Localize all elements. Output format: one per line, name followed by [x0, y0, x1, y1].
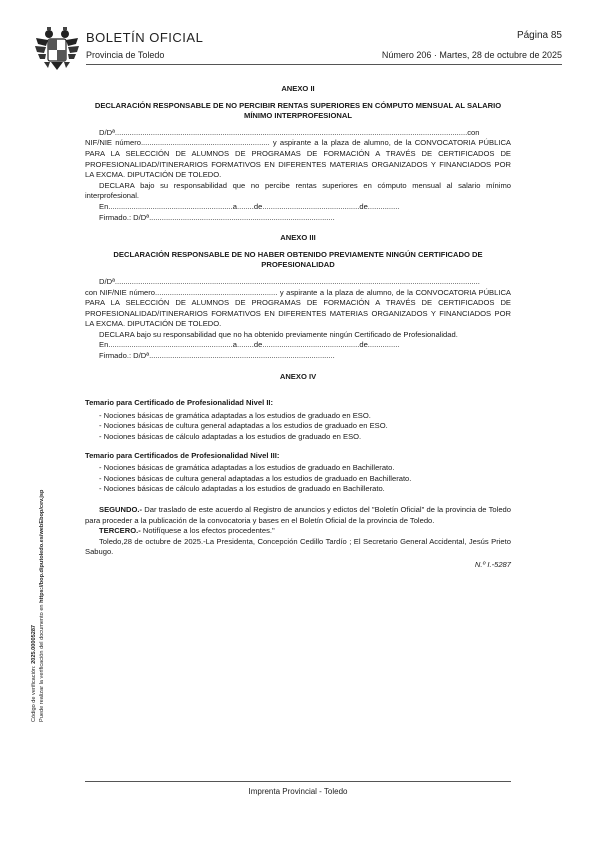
list-item: - Nociones básicas de gramática adaptadas a los estudios de graduado en ESO. — [99, 410, 371, 420]
page-number: Página 85 — [516, 30, 562, 41]
document-body — [85, 84, 511, 571]
bulletin-title: BOLETÍN OFICIAL — [86, 30, 204, 45]
annex-2-place-date: En...........................................................a........de..............................................de............... — [99, 201, 400, 211]
annex-2-body: NIF/NIE número............................................................. y aspirante a la plaza de alumno, de la CONVOCATORIA PÚBLICA PARA LA SELECCIÓN DE ALUMNOS DE PROGRAMAS DE FORMACIÓN A TRAVÉS DE CERTIFICADOS DE PROFESIONALIDAD/ITINERARIOS FORMATIVOS EN DIFERENTES MATERIAS ORGANIZADOS Y FINANCIADOS POR LA EXCMA. DIPUTACIÓN DE TOLEDO. — [85, 138, 511, 180]
annex-3-name-line: D/Dª............................................................................................................................................................................. — [99, 276, 480, 286]
list-item: - Nociones básicas de gramática adaptadas a los estudios de graduado en Bachillerato. — [99, 463, 395, 473]
list-item: - Nociones básicas de cálculo adaptadas a los estudios de graduado en Bachillerato. — [99, 484, 385, 494]
annex-2-signed: Firmado.: D/Dª........................................................................................ — [99, 212, 335, 222]
annex-3-place-date: En...........................................................a........de..............................................de............... — [99, 340, 400, 350]
level-2-syllabus-title: Temario para Certificado de Profesionalidad Nivel II: — [85, 398, 274, 408]
issue-info: Número 206 · Martes, 28 de octubre de 2025 — [381, 50, 562, 60]
annex-2-label: ANEXO II — [281, 84, 315, 93]
annex-3-label: ANEXO III — [280, 233, 316, 243]
coat-of-arms-icon — [34, 26, 80, 72]
segundo-text: Dar traslado de este acuerdo al Registro de anuncios y edictos del "Boletín Oficial" de la provincia de Toledo para proceder a la publicación de la convocatoria y bases en el Boletín Oficial de la provincia de Toledo. — [85, 505, 511, 525]
verification-url-label: Puede realizar la verificación del documento en — [39, 602, 45, 722]
annex-2-title: DECLARACIÓN RESPONSABLE DE NO PERCIBIR RENTAS SUPERIORES EN CÓMPUTO MENSUAL AL SALARIO MÍNIMO INTERPROFESIONAL — [94, 100, 502, 121]
verification-code-label: Código de verificación: — [31, 663, 37, 722]
list-item: - Nociones básicas de cultura general adaptadas a los estudios de graduado en Bachillerato. — [99, 473, 412, 483]
footer-divider — [85, 781, 511, 782]
footer-text: Imprenta Provincial - Toledo — [248, 787, 348, 796]
announcement-reference: N.º I.-5287 — [474, 559, 511, 569]
tercero-label: TERCERO.- — [99, 526, 141, 536]
signature-paragraph: Toledo,28 de octubre de 2025.-La Presidenta, Concepción Cedillo Tardío ; El Secretario General Accidental, Jesús Prieto Sabugo. — [85, 536, 511, 557]
header-divider — [86, 64, 562, 65]
annex-4-label: ANEXO IV — [279, 371, 317, 381]
list-item: - Nociones básicas de cálculo adaptadas a los estudios de graduado en ESO. — [99, 432, 362, 442]
level-3-syllabus-title: Temario para Certificados de Profesionalidad Nivel III: — [85, 450, 280, 460]
verification-url-link[interactable]: https://bop.diputoledo.es/webEbop/cev.jsp — [39, 489, 45, 603]
verification-url-line — [38, 490, 46, 722]
annex-3-signed: Firmado.: D/Dª........................................................................................ — [99, 351, 335, 361]
annex-3-declaration: DECLARA bajo su responsabilidad que no ha obtenido previamente ningún Certificado de Profesionalidad. — [99, 329, 458, 339]
annex-2-name-line: D/Dª.......................................................................................................................................................................con — [99, 127, 480, 137]
province-name: Provincia de Toledo — [86, 50, 165, 60]
tercero-text: Notifíquese a los efectos procedentes." — [140, 526, 275, 536]
verification-code-line — [30, 490, 38, 722]
verification-code: 2025.00005287 — [31, 624, 37, 664]
list-item: - Nociones básicas de cultura general adaptadas a los estudios de graduado en ESO. — [99, 421, 388, 431]
segundo-paragraph — [85, 505, 511, 526]
tercero-paragraph — [85, 526, 511, 537]
annex-2-declaration: DECLARA bajo su responsabilidad que no percibe rentas superiores en cómputo mensual al salario mínimo interprofesional. — [85, 180, 511, 201]
annex-3-body: con NIF/NIE número.......................................................... y aspirante a la plaza de alumno, de la CONVOCATORIA PÚBLICA PARA LA SELECCIÓN DE ALUMNOS DE PROGRAMAS DE FORMACIÓN A TRAVÉS DE CERTIFICADOS DE PROFESIONALIDAD/ITINERARIOS FORMATIVOS EN DIFERENTES MATERIAS ORGANIZADOS Y FINANCIADOS POR LA EXCMA. DIPUTACIÓN DE TOLEDO. — [85, 287, 511, 329]
page-header — [34, 26, 562, 74]
segundo-label: SEGUNDO.- — [99, 505, 143, 514]
annex-3-title: DECLARACIÓN RESPONSABLE DE NO HABER OBTENIDO PREVIAMENTE NINGÚN CERTIFICADO DE PROFESIONALIDAD — [113, 249, 483, 270]
